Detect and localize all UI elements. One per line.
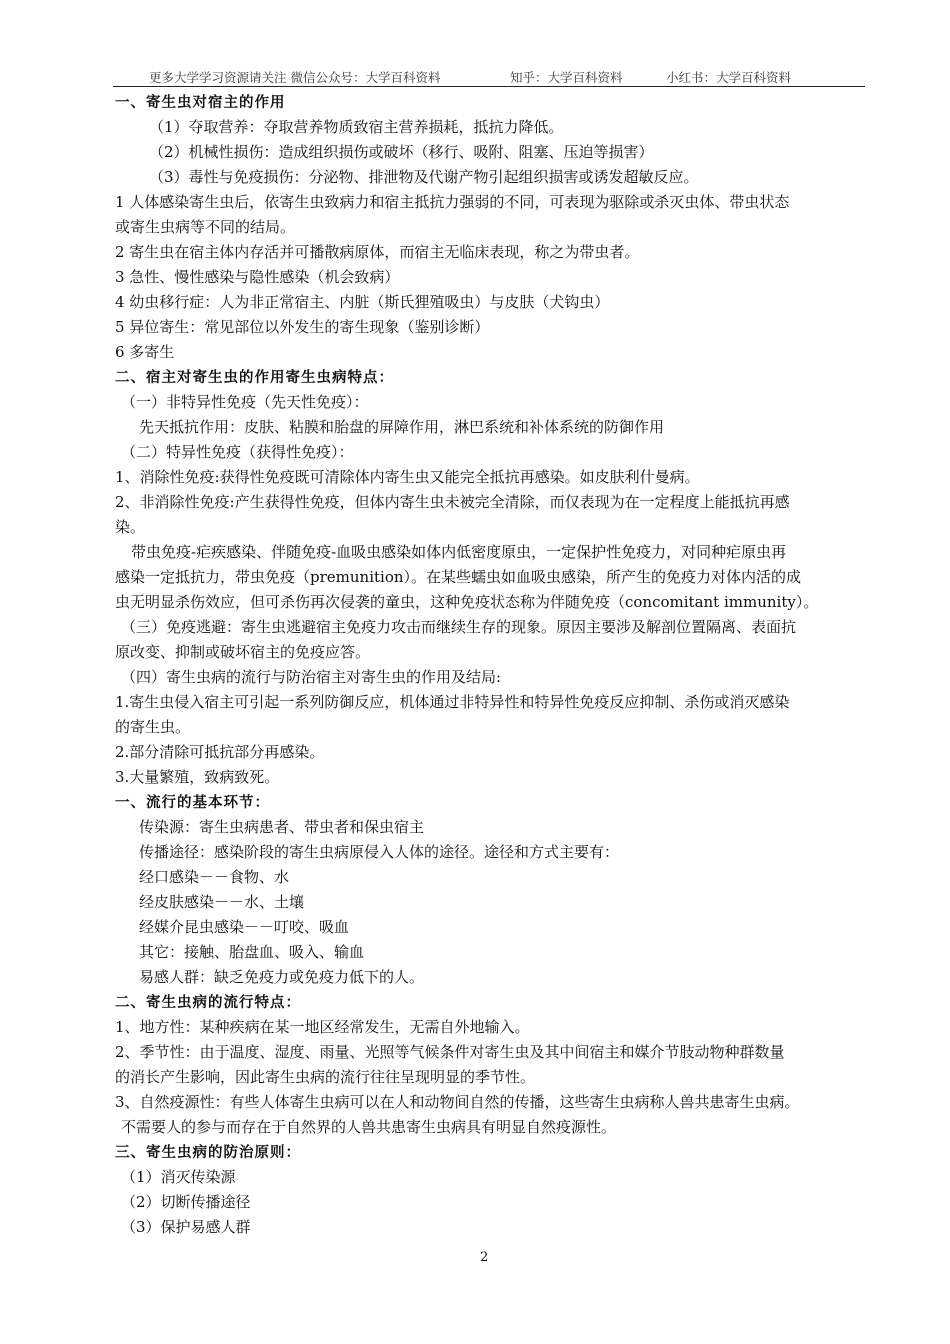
paragraph-line: 1 人体感染寄生虫后，依寄生虫致病力和宿主抵抗力强弱的不同，可表现为驱除或杀灭虫体、带虫状态 [115, 193, 790, 211]
paragraph-line: 感染一定抵抗力，带虫免疫（premunition）。在某些蠕虫如血吸虫感染，所产生的免疫力对体内活的成 [115, 568, 802, 586]
list-item: 其它：接触、胎盘血、吸入、输血 [139, 943, 365, 961]
paragraph-line: 染。 [115, 518, 146, 536]
paragraph-line: 或寄生虫病等不同的结局。 [115, 218, 296, 236]
paragraph-line: 3、自然疫源性：有些人体寄生虫病可以在人和动物间自然的传播，这些寄生虫病称人兽共患寄生虫病。 [115, 1093, 800, 1111]
paragraph-line: 2、非消除性免疫:产生获得性免疫，但体内寄生虫未被完全清除，而仅表现为在一定程度上能抵抗再感 [115, 493, 790, 511]
paragraph-line: 1、消除性免疫:获得性免疫既可清除体内寄生虫又能完全抵抗再感染。如皮肤利什曼病。 [115, 468, 700, 486]
document-body [115, 90, 865, 1240]
header-wechat-text: 更多大学学习资源请关注 微信公众号：大学百科资料 [149, 70, 441, 85]
list-item: （1）夺取营养：夺取营养物质致宿主营养损耗，抵抗力降低。 [149, 118, 564, 136]
list-item: （1）消灭传染源 [121, 1168, 236, 1186]
subsection-heading: （四）寄生虫病的流行与防治宿主对寄生虫的作用及结局: [121, 668, 502, 686]
subsection-heading: （一）非特异性免疫（先天性免疫）： [121, 393, 369, 411]
paragraph-line: 3.大量繁殖，致病致死。 [115, 768, 280, 786]
paragraph-line: 虫无明显杀伤效应，但可杀伤再次侵袭的童虫，这种免疫状态称为伴随免疫（concomitant immunity）。 [115, 593, 819, 611]
section-heading: 二、宿主对寄生虫的作用寄生虫病特点： [115, 369, 394, 386]
list-item: （3）毒性与免疫损伤：分泌物、排泄物及代谢产物引起组织损害或诱发超敏反应。 [149, 168, 699, 186]
paragraph-line: 先天抵抗作用：皮肤、粘膜和胎盘的屏障作用，淋巴系统和补体系统的防御作用 [139, 418, 665, 436]
section-heading: 一、流行的基本环节： [115, 794, 270, 811]
subsection-heading: （三）免疫逃避：寄生虫逃避宿主免疫力攻击而继续生存的现象。原因主要涉及解剖位置隔离、表面抗 [121, 618, 797, 636]
paragraph-line: 2 寄生虫在宿主体内存活并可播散病原体，而宿主无临床表现，称之为带虫者。 [115, 243, 640, 261]
list-item: （3）保护易感人群 [121, 1218, 251, 1236]
paragraph-line: 原改变、抑制或破坏宿主的免疫应答。 [115, 643, 371, 661]
list-item: 经口感染－－食物、水 [139, 868, 290, 886]
paragraph-line: 不需要人的参与而存在于自然界的人兽共患寄生虫病具有明显自然疫源性。 [121, 1118, 617, 1136]
paragraph-line: 的寄生虫。 [115, 718, 191, 736]
list-item: （2）机械性损伤：造成组织损伤或破坏（移行、吸附、阻塞、压迫等损害） [149, 143, 654, 161]
paragraph-line: 1.寄生虫侵入宿主可引起一系列防御反应，机体通过非特异性和特异性免疫反应抑制、杀伤或消灭感染 [115, 693, 790, 711]
list-item: 经媒介昆虫感染－－叮咬、吸血 [139, 918, 350, 936]
paragraph-line: 2、季节性：由于温度、湿度、雨量、光照等气候条件对寄生虫及其中间宿主和媒介节肢动物种群数量 [115, 1043, 785, 1061]
section-heading: 二、寄生虫病的流行特点： [115, 994, 301, 1011]
paragraph-line: 3 急性、慢性感染与隐性感染（机会致病） [115, 268, 400, 286]
page-number: 2 [480, 1250, 489, 1265]
section-heading: 一、寄生虫对宿主的作用 [115, 94, 286, 111]
paragraph-line: 带虫免疫-疟疾感染、伴随免疫-血吸虫感染如体内低密度原虫，一定保护性免疫力，对同种疟原虫再 [131, 543, 787, 561]
paragraph-line: 传染源：寄生虫病患者、带虫者和保虫宿主 [139, 818, 425, 836]
paragraph-line: 5 异位寄生：常见部位以外发生的寄生现象（鉴别诊断） [115, 318, 490, 336]
section-heading: 三、寄生虫病的防治原则： [115, 1144, 301, 1161]
list-item: （2）切断传播途径 [121, 1193, 251, 1211]
paragraph-line: 4 幼虫移行症：人为非正常宿主、内脏（斯氏狸殖吸虫）与皮肤（犬钩虫） [115, 293, 610, 311]
paragraph-line: 的消长产生影响，因此寄生虫病的流行往往呈现明显的季节性。 [115, 1068, 536, 1086]
paragraph-line: 易感人群：缺乏免疫力或免疫力低下的人。 [139, 968, 425, 986]
list-item: 经皮肤感染－－水、土壤 [139, 893, 305, 911]
paragraph-line: 传播途径：感染阶段的寄生虫病原侵入人体的途径。途径和方式主要有： [139, 843, 620, 861]
paragraph-line: 6 多寄生 [115, 343, 175, 361]
header-xiaohongshu-text: 小红书：大学百科资料 [666, 70, 792, 85]
paragraph-line: 2.部分清除可抵抗部分再感染。 [115, 743, 325, 761]
subsection-heading: （二）特异性免疫（获得性免疫）： [121, 443, 354, 461]
page-header [113, 62, 865, 87]
header-zhihu-text: 知乎：大学百科资料 [510, 70, 623, 85]
paragraph-line: 1、地方性：某种疾病在某一地区经常发生，无需自外地输入。 [115, 1018, 530, 1036]
